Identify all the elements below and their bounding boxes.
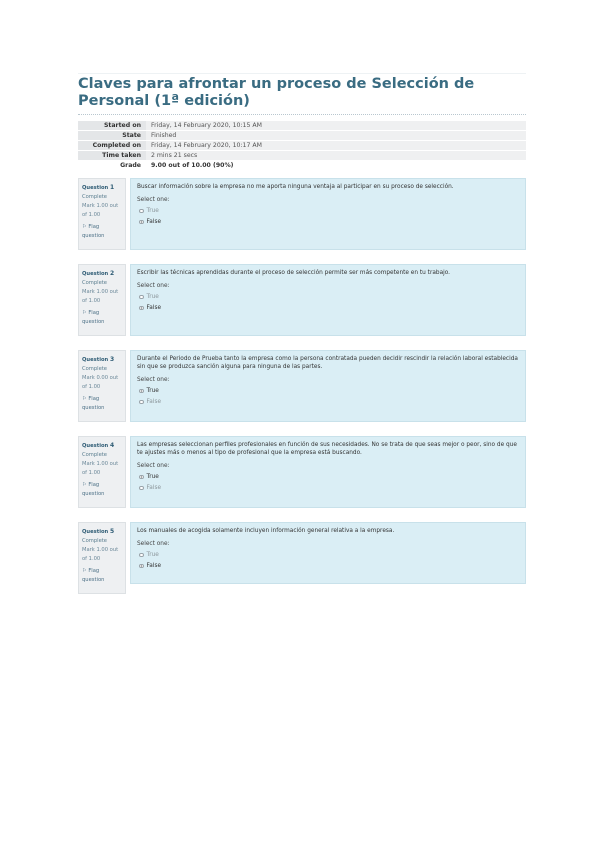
- question-content-5: [130, 522, 526, 584]
- answer-option-false[interactable]: [137, 484, 519, 492]
- question-state: Complete: [82, 538, 108, 544]
- flag-label: Flag question: [82, 482, 105, 497]
- flag-question-link[interactable]: [82, 223, 122, 241]
- answer-prompt: Select one:: [137, 283, 170, 289]
- flag-question-link[interactable]: [82, 481, 122, 499]
- question-grade: Mark 0.00 out of 1.00: [82, 375, 119, 390]
- option-label: False: [146, 563, 162, 569]
- radio-button[interactable]: [139, 209, 144, 214]
- question-state: Complete: [82, 452, 108, 458]
- answer-option-false[interactable]: [137, 398, 519, 406]
- question-grade: Mark 1.00 out of 1.00: [82, 547, 119, 562]
- radio-button-selected[interactable]: [139, 220, 144, 225]
- flag-icon: ⚐: [82, 224, 89, 230]
- question-text: Durante el Periodo de Prueba tanto la empresa como la persona contratada pueden decidir rescindir la relación laboral establecida sin que se produzca sanción alguna para ninguna de las partes.: [137, 356, 518, 370]
- summary-value: Friday, 14 February 2020, 10:17 AM: [146, 141, 526, 151]
- option-label: False: [146, 399, 162, 405]
- flag-label: Flag question: [82, 568, 105, 583]
- radio-button-selected[interactable]: [139, 389, 144, 394]
- option-label: True: [146, 474, 159, 480]
- option-label: True: [146, 388, 159, 394]
- question-label: Question: [82, 443, 109, 449]
- question-number: [82, 527, 122, 537]
- question-label: Question: [82, 271, 109, 277]
- question-content-4: [130, 436, 526, 508]
- radio-button[interactable]: [139, 295, 144, 300]
- question-text: Las empresas seleccionan perfiles profesionales en función de sus necesidades. No se trata de que seas mejor o peor, sino de que te ajustes más o menos al tipo de profesional que la empresa está buscando.: [137, 442, 517, 456]
- question-number-value: 3: [110, 356, 115, 363]
- title-top-rule: [78, 73, 526, 74]
- answer-option-true[interactable]: [137, 293, 519, 301]
- question-number-value: 1: [110, 184, 115, 191]
- summary-label: Time taken: [78, 151, 146, 161]
- option-label: True: [146, 552, 159, 558]
- flag-question-link[interactable]: [82, 567, 122, 585]
- question-text: Escribir las técnicas aprendidas durante el proceso de selección permite ser más competente en tu trabajo.: [137, 270, 451, 276]
- flag-icon: ⚐: [82, 396, 89, 402]
- question-grade: Mark 1.00 out of 1.00: [82, 289, 119, 304]
- question-label: Question: [82, 185, 109, 191]
- question-text: Los manuales de acogida solamente incluyen información general relativa a la empresa.: [137, 528, 395, 534]
- page-title: Claves para afrontar un proceso de Selección de Personal (1ª edición): [78, 76, 475, 109]
- summary-value: Finished: [146, 131, 526, 141]
- summary-label: Started on: [78, 121, 146, 131]
- question-content-3: [130, 350, 526, 422]
- answer-option-false[interactable]: [137, 218, 519, 226]
- option-label: True: [146, 294, 159, 300]
- option-label: True: [146, 208, 159, 214]
- question-state: Complete: [82, 280, 108, 286]
- summary-value: 9.00 out of 10.00 (90%): [146, 161, 526, 171]
- answer-option-false[interactable]: [137, 304, 519, 312]
- radio-button-selected[interactable]: [139, 475, 144, 480]
- flag-question-link[interactable]: [82, 395, 122, 413]
- flag-label: Flag question: [82, 396, 105, 411]
- radio-button[interactable]: [139, 553, 144, 558]
- question-number-value: 5: [110, 528, 115, 535]
- option-label: False: [146, 485, 162, 491]
- question-grade: Mark 1.00 out of 1.00: [82, 461, 119, 476]
- radio-button[interactable]: [139, 400, 144, 405]
- flag-icon: ⚐: [82, 568, 89, 574]
- question-label: Question: [82, 357, 109, 363]
- question-info-2: [78, 264, 126, 336]
- answer-option-false[interactable]: [137, 562, 519, 570]
- answer-prompt: Select one:: [137, 541, 170, 547]
- attempt-summary-table: [78, 121, 526, 171]
- answer-prompt: Select one:: [137, 197, 170, 203]
- question-content-2: [130, 264, 526, 336]
- radio-button-selected[interactable]: [139, 306, 144, 311]
- question-number-value: 2: [110, 270, 115, 277]
- summary-label: State: [78, 131, 146, 141]
- question-number: [82, 183, 122, 193]
- summary-row-completed: [78, 141, 526, 151]
- question-text: Buscar información sobre la empresa no me aporta ninguna ventaja al participar en su proceso de selección.: [137, 184, 454, 190]
- flag-question-link[interactable]: [82, 309, 122, 327]
- question-number: [82, 441, 122, 451]
- answer-option-true[interactable]: [137, 387, 519, 395]
- question-number: [82, 355, 122, 365]
- title-divider: [78, 114, 526, 115]
- question-info-5: [78, 522, 126, 594]
- summary-value: 2 mins 21 secs: [146, 151, 526, 161]
- option-label: False: [146, 219, 162, 225]
- question-grade: Mark 1.00 out of 1.00: [82, 203, 119, 218]
- question-info-1: [78, 178, 126, 250]
- answer-option-true[interactable]: [137, 473, 519, 481]
- option-label: False: [146, 305, 162, 311]
- answer-option-true[interactable]: [137, 551, 519, 559]
- flag-label: Flag question: [82, 224, 105, 239]
- flag-icon: ⚐: [82, 482, 89, 488]
- radio-button[interactable]: [139, 486, 144, 491]
- flag-icon: ⚐: [82, 310, 89, 316]
- summary-label: Completed on: [78, 141, 146, 151]
- summary-row-grade: [78, 161, 526, 171]
- summary-row-started: [78, 121, 526, 131]
- flag-label: Flag question: [82, 310, 105, 325]
- summary-row-state: [78, 131, 526, 141]
- answer-option-true[interactable]: [137, 207, 519, 215]
- question-info-3: [78, 350, 126, 422]
- summary-value: Friday, 14 February 2020, 10:15 AM: [146, 121, 526, 131]
- answer-prompt: Select one:: [137, 463, 170, 469]
- question-info-4: [78, 436, 126, 508]
- summary-row-time: [78, 151, 526, 161]
- question-state: Complete: [82, 194, 108, 200]
- question-number: [82, 269, 122, 279]
- question-content-1: [130, 178, 526, 250]
- answer-prompt: Select one:: [137, 377, 170, 383]
- question-number-value: 4: [110, 442, 115, 449]
- question-label: Question: [82, 529, 109, 535]
- question-state: Complete: [82, 366, 108, 372]
- summary-label: Grade: [78, 161, 146, 171]
- radio-button-selected[interactable]: [139, 564, 144, 569]
